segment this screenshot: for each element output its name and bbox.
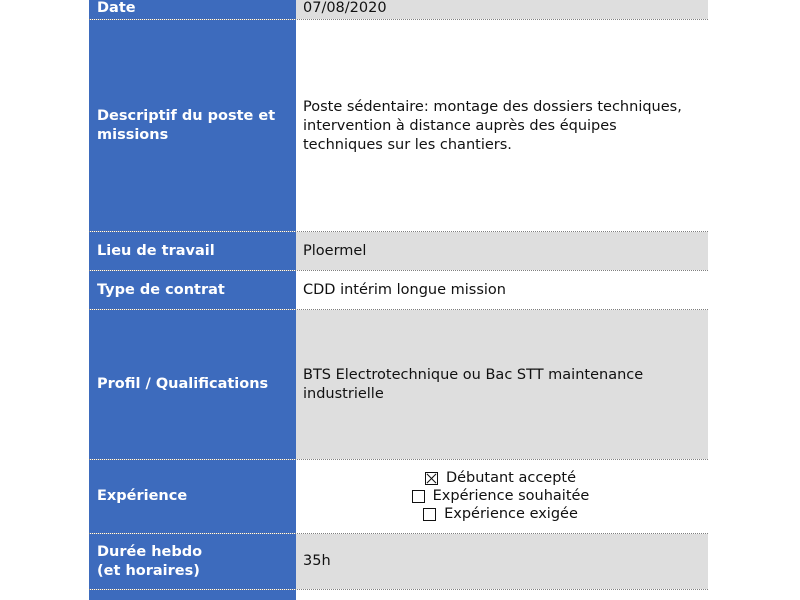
row-type-contrat (89, 271, 708, 310)
row-experience (89, 460, 708, 534)
label-type-contrat: Type de contrat (89, 271, 296, 309)
row-description (89, 20, 708, 232)
value-lieu: Ploermel (296, 232, 708, 270)
row-lieu (89, 232, 708, 271)
value-type-contrat: CDD intérim longue mission (296, 271, 708, 309)
label-profil: Profil / Qualifications (89, 310, 296, 459)
checkbox-debutant[interactable] (425, 472, 438, 485)
option-souhaitee[interactable] (412, 488, 590, 506)
label-duree-line2: (et horaires) (97, 562, 200, 579)
option-exigee-label: Expérience exigée (444, 506, 578, 522)
row-date (89, 0, 708, 20)
value-date: 07/08/2020 (296, 0, 708, 19)
row-duree (89, 534, 708, 590)
option-debutant-label: Débutant accepté (445, 470, 577, 486)
row-next-partial (89, 590, 708, 600)
value-description: Poste sédentaire: montage des dossiers techniques, intervention à distance auprès des équipes techniques sur les chantiers. (296, 20, 708, 231)
value-duree: 35h (296, 534, 708, 589)
label-experience: Expérience (89, 460, 296, 533)
row-profil (89, 310, 708, 460)
label-date: Date (89, 0, 296, 19)
value-next-partial (296, 590, 708, 600)
option-souhaitee-label: Expérience souhaitée (432, 488, 590, 504)
checkbox-souhaitee[interactable] (412, 490, 425, 503)
label-next-partial (89, 590, 296, 600)
label-lieu: Lieu de travail (89, 232, 296, 270)
option-exigee[interactable] (423, 506, 578, 524)
label-duree (89, 534, 296, 589)
job-offer-table (89, 0, 708, 600)
experience-checklist (296, 460, 708, 533)
checkbox-exigee[interactable] (423, 508, 436, 521)
label-description: Descriptif du poste et missions (89, 20, 296, 231)
option-debutant[interactable] (425, 470, 576, 488)
label-duree-line1: Durée hebdo (97, 543, 203, 560)
value-profil: BTS Electrotechnique ou Bac STT maintenance industrielle (296, 310, 708, 459)
